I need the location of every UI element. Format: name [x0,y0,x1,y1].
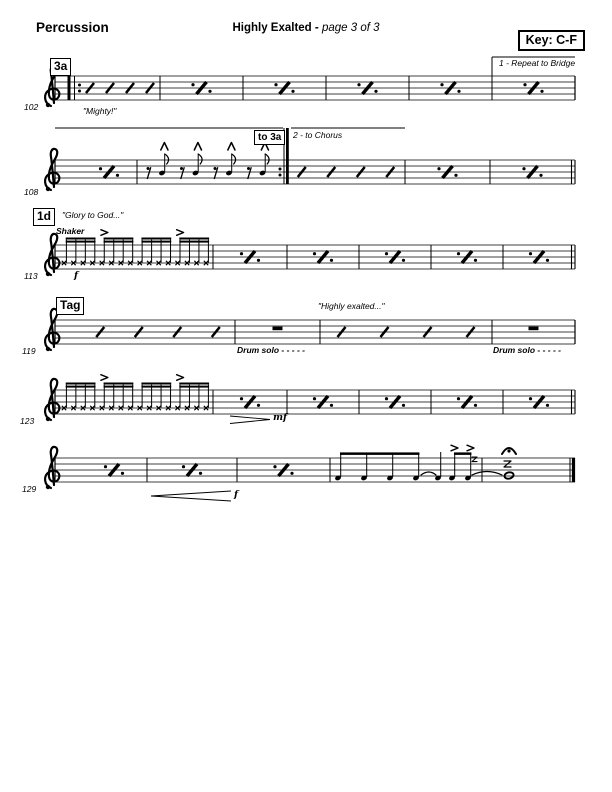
instrument-cue-shaker: Shaker [56,226,85,236]
part-name: Percussion [36,20,109,35]
title-separator: - [311,22,322,34]
lyric-cue-glory: "Glory to God..." [62,210,124,220]
dynamic-mf-124: mf [273,412,288,423]
rehearsal-mark-to-3a: to 3a [254,130,285,145]
lyric-cue-highly-exalted: "Highly exalted..." [318,301,385,311]
lyric-cue-mighty: "Mighty!" [83,106,117,116]
staff-system-113 [45,230,575,276]
measure-number: 129 [22,484,37,494]
measure-number: 108 [24,187,39,197]
staff-system-123 [45,375,575,424]
measure-number: 102 [24,102,39,112]
direction-drum-solo-2: Drum solo - - - - - [493,345,561,355]
measure-number: 119 [22,346,36,356]
rehearsal-mark-3a: 3a [50,58,71,76]
key-signature-box: Key: C-F [518,30,585,51]
staff-system-102 [45,57,575,107]
dynamic-f-131: f [234,489,239,500]
dynamic-f-113: f [74,270,79,281]
ending-2-label: 2 - to Chorus [293,130,343,140]
ending-1-label: 1 - Repeat to Bridge [499,58,576,68]
rehearsal-mark-tag: Tag [56,297,84,315]
rehearsal-mark-1d: 1d [33,208,55,226]
direction-drum-solo-1: Drum solo - - - - - [237,345,305,355]
staff-system-129 [45,445,575,501]
page-number-label: page 3 of 3 [321,22,380,34]
song-title: Highly Exalted [232,22,312,34]
measure-number: 123 [20,416,35,426]
measure-number: 113 [24,271,38,281]
